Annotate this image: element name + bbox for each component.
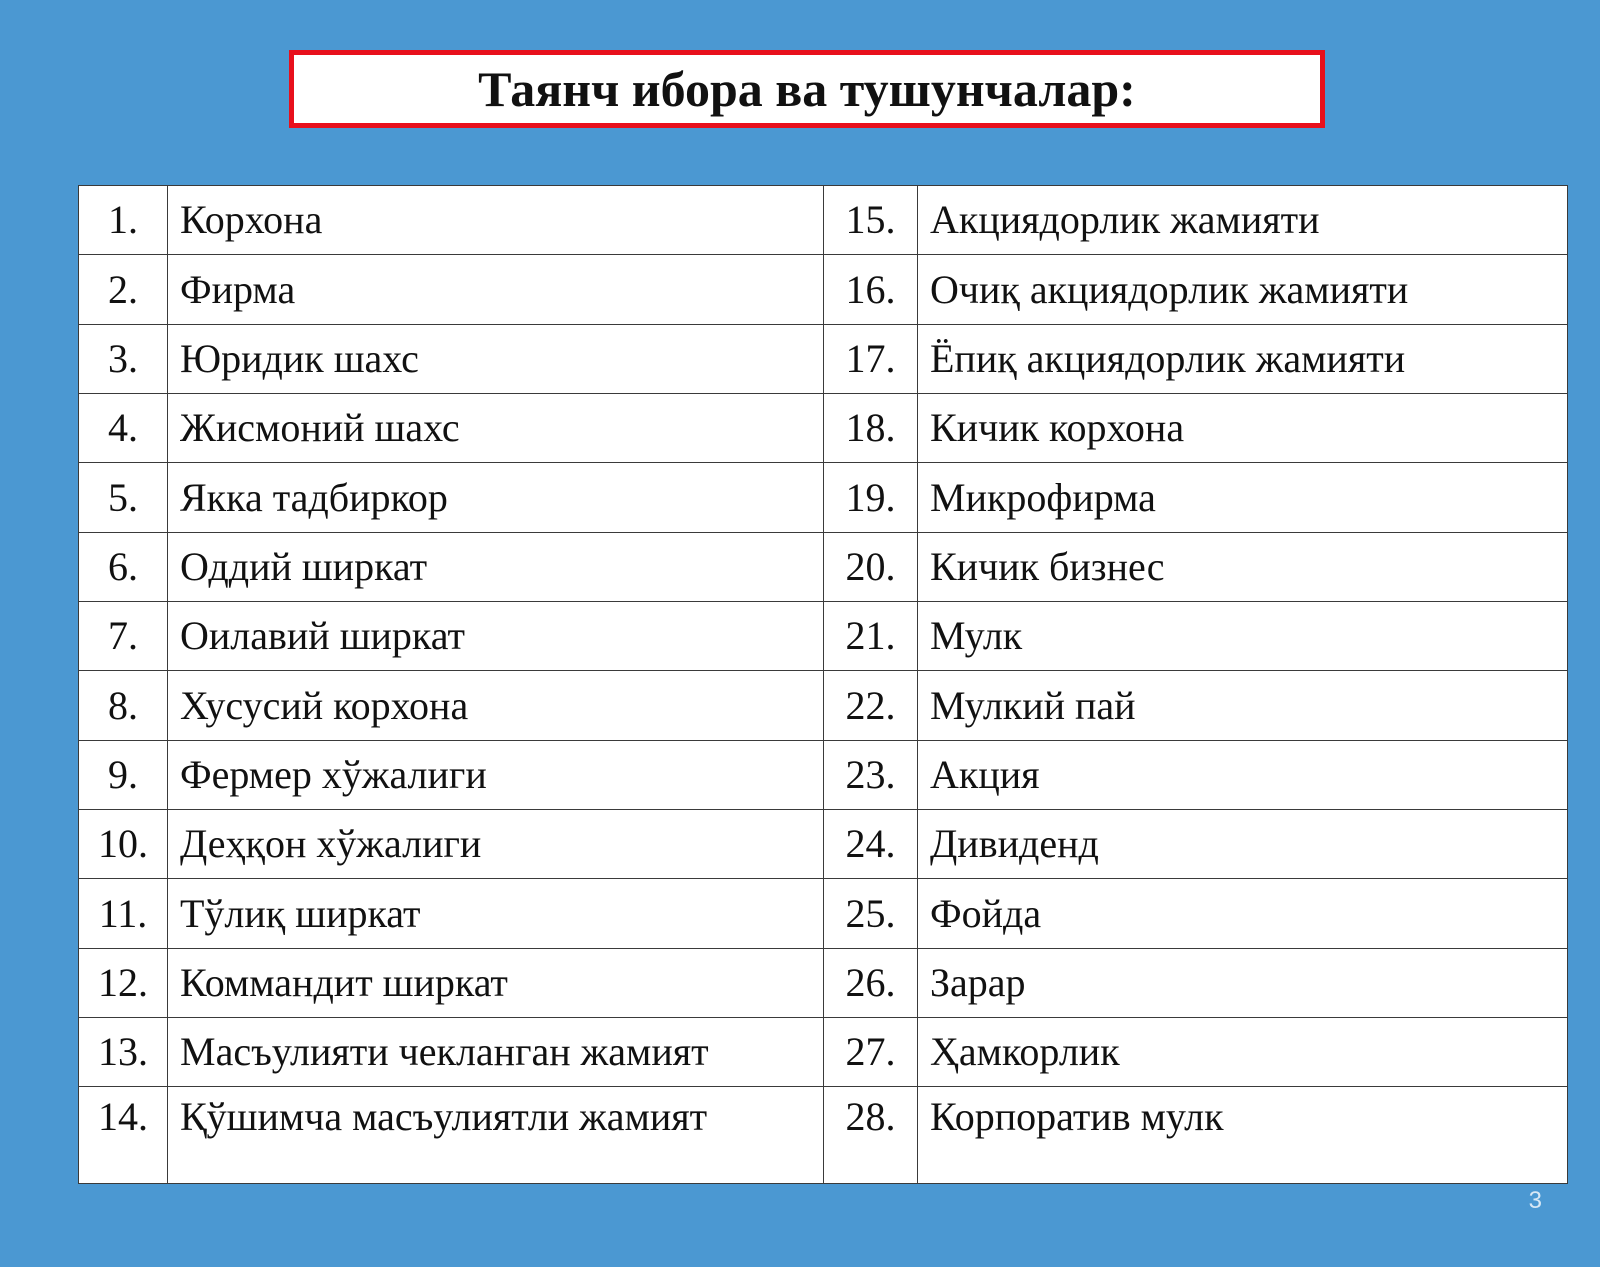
table-row: [79, 948, 1568, 1017]
term-number: 21.: [824, 602, 918, 671]
term-label: Тўлиқ ширкат: [168, 879, 824, 948]
term-number: 15.: [824, 186, 918, 255]
table-row: [79, 186, 1568, 255]
term-number: 28.: [824, 1087, 918, 1184]
term-number: 14.: [79, 1087, 168, 1184]
term-number: 26.: [824, 948, 918, 1017]
term-label: Деҳқон хўжалиги: [168, 810, 824, 879]
term-label: Жисмоний шахс: [168, 394, 824, 463]
term-number: 2.: [79, 255, 168, 324]
term-number: 16.: [824, 255, 918, 324]
term-label: Фирма: [168, 255, 824, 324]
term-label: Коммандит ширкат: [168, 948, 824, 1017]
term-number: 8.: [79, 671, 168, 740]
terms-table: [78, 185, 1568, 1184]
table-row: [79, 671, 1568, 740]
term-label: Фойда: [918, 879, 1568, 948]
term-label: Мулкий пай: [918, 671, 1568, 740]
table-row: [79, 602, 1568, 671]
term-number: 27.: [824, 1018, 918, 1087]
term-label: Хусусий корхона: [168, 671, 824, 740]
term-label: Кичик корхона: [918, 394, 1568, 463]
term-label: Зарар: [918, 948, 1568, 1017]
table-row: [79, 255, 1568, 324]
term-number: 10.: [79, 810, 168, 879]
table-row: [79, 740, 1568, 809]
term-number: 3.: [79, 324, 168, 393]
table-row: [79, 463, 1568, 532]
terms-table-body: [79, 186, 1568, 1184]
term-label: Акция: [918, 740, 1568, 809]
term-label: Очиқ акциядорлик жамияти: [918, 255, 1568, 324]
term-number: 7.: [79, 602, 168, 671]
term-label: Ҳамкорлик: [918, 1018, 1568, 1087]
term-label: Қўшимча масъулиятли жамият: [168, 1087, 824, 1184]
term-number: 4.: [79, 394, 168, 463]
title-box: [289, 50, 1325, 128]
term-label: Микрофирма: [918, 463, 1568, 532]
table-row: [79, 810, 1568, 879]
term-number: 24.: [824, 810, 918, 879]
table-row: [79, 879, 1568, 948]
term-label: Мулк: [918, 602, 1568, 671]
table-row: [79, 532, 1568, 601]
term-number: 17.: [824, 324, 918, 393]
term-number: 5.: [79, 463, 168, 532]
term-number: 20.: [824, 532, 918, 601]
term-label: Кичик бизнес: [918, 532, 1568, 601]
table-row: [79, 1018, 1568, 1087]
term-label: Юридик шахс: [168, 324, 824, 393]
page-number: 3: [1528, 1187, 1542, 1214]
term-number: 25.: [824, 879, 918, 948]
term-label: Корхона: [168, 186, 824, 255]
term-number: 19.: [824, 463, 918, 532]
term-number: 13.: [79, 1018, 168, 1087]
term-number: 12.: [79, 948, 168, 1017]
term-label: Акциядорлик жамияти: [918, 186, 1568, 255]
term-label: Якка тадбиркор: [168, 463, 824, 532]
term-number: 11.: [79, 879, 168, 948]
term-label: Оилавий ширкат: [168, 602, 824, 671]
term-number: 1.: [79, 186, 168, 255]
term-number: 6.: [79, 532, 168, 601]
term-label: Оддий ширкат: [168, 532, 824, 601]
table-row: [79, 324, 1568, 393]
term-label: Ёпиқ акциядорлик жамияти: [918, 324, 1568, 393]
term-label: Масъулияти чекланган жамият: [168, 1018, 824, 1087]
term-label: Корпоратив мулк: [918, 1087, 1568, 1184]
table-row: [79, 1087, 1568, 1184]
term-number: 9.: [79, 740, 168, 809]
term-number: 23.: [824, 740, 918, 809]
table-row: [79, 394, 1568, 463]
page-title: Таянч ибора ва тушунчалар:: [478, 61, 1136, 117]
term-number: 18.: [824, 394, 918, 463]
term-label: Дивиденд: [918, 810, 1568, 879]
term-number: 22.: [824, 671, 918, 740]
term-label: Фермер хўжалиги: [168, 740, 824, 809]
